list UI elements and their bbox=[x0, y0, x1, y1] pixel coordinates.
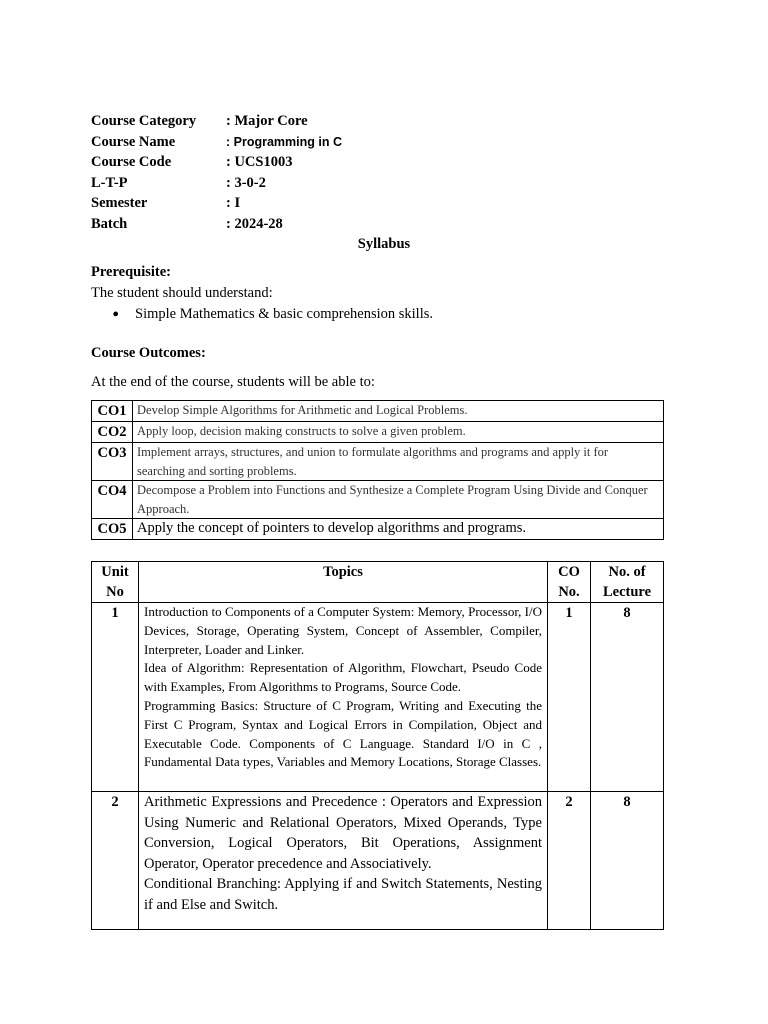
table-row bbox=[92, 792, 664, 930]
bullet-icon: ● bbox=[112, 308, 119, 320]
co-description: Apply the concept of pointers to develop algorithms and programs. bbox=[133, 519, 664, 540]
co-no-header: CO No. bbox=[548, 562, 591, 603]
table-row bbox=[92, 422, 664, 443]
unit-co-number: 1 bbox=[548, 603, 591, 792]
batch-row bbox=[91, 214, 342, 235]
unit-number: 2 bbox=[92, 792, 139, 930]
co-code: CO4 bbox=[92, 481, 133, 519]
course-info bbox=[91, 111, 342, 234]
topics-header: Topics bbox=[139, 562, 548, 603]
unit-lecture-count: 8 bbox=[591, 603, 664, 792]
semester-label: Semester bbox=[91, 195, 148, 211]
course-code-row bbox=[91, 152, 342, 173]
course-name-value: : Programming in C bbox=[226, 134, 342, 149]
course-category-label: Course Category bbox=[91, 113, 197, 129]
co-description: Develop Simple Algorithms for Arithmetic and Logical Problems. bbox=[133, 401, 664, 422]
co-code: CO3 bbox=[92, 443, 133, 481]
topic-paragraph: Introduction to Components of a Computer System: Memory, Processor, I/O Devices, Storage, Operating System, Concept of Assembler, Compiler, Interpreter, Loader and Linker. bbox=[144, 604, 542, 657]
unit-no-header: Unit No bbox=[92, 562, 139, 603]
batch-value: : 2024-28 bbox=[226, 215, 283, 232]
course-category-row bbox=[91, 111, 342, 132]
topic-paragraph: Arithmetic Expressions and Precedence : Operators and Expression Using Numeric and Relational Operators, Mixed Operands, Type Conversion, Logical Operators, Bit Operations, Assignment Operator, Operator precedence and Associatively. bbox=[144, 794, 542, 872]
topic-paragraph: Conditional Branching: Applying if and Switch Statements, Nesting if and Else and Switch. bbox=[144, 876, 542, 913]
ltp-label: L-T-P bbox=[91, 174, 128, 191]
prerequisite-list bbox=[91, 304, 433, 324]
course-code-value: : UCS1003 bbox=[226, 154, 293, 170]
unit-lecture-count: 8 bbox=[591, 792, 664, 930]
co-code: CO1 bbox=[92, 401, 133, 422]
unit-topics bbox=[139, 603, 548, 792]
course-name-label: Course Name bbox=[91, 133, 176, 150]
units-table bbox=[91, 561, 664, 930]
topic-paragraph: Programming Basics: Structure of C Program, Writing and Executing the First C Program, Syntax and Logical Errors in Compilation, Object and Executable Code. Components of C Language. Standard I/O in C , Fundamental Data types, Variables and Memory Locations, Storage Classes. bbox=[144, 697, 542, 770]
table-row bbox=[92, 443, 664, 481]
semester-row bbox=[91, 193, 342, 214]
table-row bbox=[92, 519, 664, 540]
table-row bbox=[92, 603, 664, 792]
ltp-value: : 3-0-2 bbox=[226, 174, 266, 191]
prerequisite-heading: Prerequisite: bbox=[91, 264, 171, 280]
table-row bbox=[92, 481, 664, 519]
co-description: Implement arrays, structures, and union to formulate algorithms and programs and apply it for searching and sorting problems. bbox=[133, 443, 664, 481]
topic-paragraph: Idea of Algorithm: Representation of Algorithm, Flowchart, Pseudo Code with Examples, From Algorithms to Programs, Source Code. bbox=[144, 660, 542, 695]
course-outcomes-intro: At the end of the course, students will be able to: bbox=[91, 374, 375, 390]
lectures-header: No. of Lecture bbox=[591, 562, 664, 603]
co-description: Apply loop, decision making constructs to solve a given problem. bbox=[133, 422, 664, 443]
unit-topics bbox=[139, 792, 548, 930]
unit-number: 1 bbox=[92, 603, 139, 792]
table-header-row bbox=[92, 562, 664, 603]
course-outcomes-heading: Course Outcomes: bbox=[91, 345, 206, 361]
co-description: Decompose a Problem into Functions and Synthesize a Complete Program Using Divide and Conquer Approach. bbox=[133, 481, 664, 519]
course-category-value: : Major Core bbox=[226, 113, 308, 129]
co-code: CO5 bbox=[92, 519, 133, 540]
prerequisite-intro: The student should understand: bbox=[91, 285, 273, 301]
course-name-row bbox=[91, 132, 342, 153]
unit-co-number: 2 bbox=[548, 792, 591, 930]
syllabus-title: Syllabus bbox=[357, 236, 411, 252]
course-outcomes-table bbox=[91, 400, 664, 540]
ltp-row bbox=[91, 173, 342, 194]
course-code-label: Course Code bbox=[91, 154, 172, 170]
co-code: CO2 bbox=[92, 422, 133, 443]
table-row bbox=[92, 401, 664, 422]
batch-label: Batch bbox=[91, 215, 128, 232]
prerequisite-item-text: Simple Mathematics & basic comprehension skills. bbox=[135, 306, 434, 322]
semester-value: : I bbox=[226, 195, 241, 211]
list-item bbox=[91, 304, 433, 324]
